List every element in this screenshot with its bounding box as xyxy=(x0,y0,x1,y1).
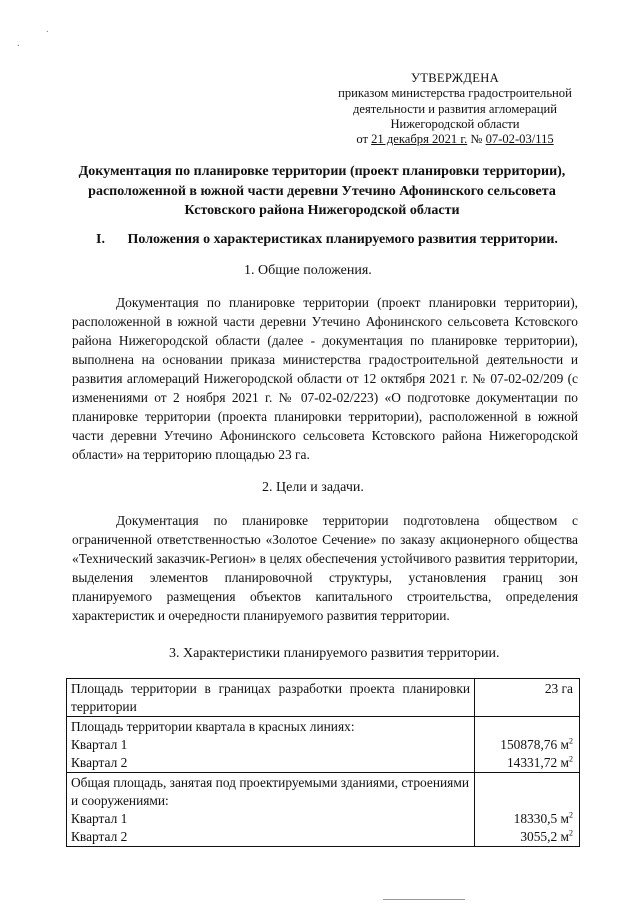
footer-rule xyxy=(383,899,465,900)
subsection-heading: 2. Цели и задачи. xyxy=(262,480,364,495)
approval-line: Нижегородской области xyxy=(390,116,520,131)
approval-line: деятельности и развития агломераций xyxy=(353,101,557,116)
table-row xyxy=(67,717,580,773)
approval-date: 21 декабря 2021 г. xyxy=(371,132,468,147)
subsection-heading: 1. Общие положения. xyxy=(244,263,372,278)
paragraph-goals: Документация по планировке территории подготовлена обществом с ограниченной ответственностью «Золотое Сечение» по заказу акционерного общества «Технический заказчик-Регион» в целях обеспечения устойчивого развития территории, выделения элементов планировочной структуры, установления границ зон планируемого размещения объектов капитального строительства, определения характеристик и очередности планируемого развития территории. xyxy=(72,513,578,623)
row-item-value: 18330,5 $м^2$ xyxy=(513,810,573,826)
table-cell-label xyxy=(67,773,475,847)
row-item-value: 150878,76 $м^2$ xyxy=(500,736,573,752)
subsection-heading: 3. Характеристики планируемого развития территории. xyxy=(169,646,500,661)
approval-line: приказом министерства градостроительной xyxy=(338,86,572,101)
approval-prefix: от xyxy=(356,132,368,147)
row-item-value: 3055,2 $м^2$ xyxy=(520,828,573,844)
approval-title: УТВЕРЖДЕНА xyxy=(410,71,500,85)
scan-speck: . xyxy=(46,24,49,35)
section-heading xyxy=(96,232,596,248)
table-row xyxy=(67,773,580,847)
approval-number-label: № xyxy=(470,132,483,147)
approval-number: 07-02-03/115 xyxy=(485,132,554,147)
row-label: Общая площадь, занятая под проектируемыми зданиями, строениями и сооружениями: xyxy=(71,775,469,808)
scan-speck: . xyxy=(17,38,20,49)
approval-stamp xyxy=(310,71,600,147)
row-label: Площадь территории в границах разработки проекта планировки территории xyxy=(71,681,470,714)
section-title: Положения о характеристиках планируемого развития территории. xyxy=(127,232,558,247)
characteristics-table xyxy=(66,678,580,847)
paragraph-general: Документация по планировке территории (проект планировки территории), расположенной в южной части деревни Утечино Афонинского сельсовета Кстовского района Нижегородской области (далее - документация по планировке территории), выполнена на основании приказа министерства градостроительной деятельности и развития агломераций Нижегородской области от 12 октября 2021 г. № 07-02-02/209 (с изменениями от 2 ноября 2021 г. № 07-02-02/223) «О подготовке документации по планировке территории (проекта планировки территории), расположенной в южной части деревни Утечино Афонинского сельсовета Кстовского района Нижегородской области» на территорию площадью 23 га. xyxy=(72,295,578,462)
row-label: Площадь территории квартала в красных линиях: xyxy=(71,719,355,734)
row-item-name: Квартал 2 xyxy=(71,755,128,770)
row-item-name: Квартал 1 xyxy=(71,737,128,752)
approval-order xyxy=(310,132,600,147)
table-cell-label xyxy=(67,717,475,773)
section-number: I. xyxy=(96,232,105,247)
row-item-value: 14331,72 $м^2$ xyxy=(506,754,573,770)
table-cell-value: 23 га xyxy=(475,679,580,717)
row-item-name: Квартал 2 xyxy=(71,829,128,844)
table-cell-value xyxy=(475,773,580,847)
table-cell-label xyxy=(67,679,475,717)
table-cell-value xyxy=(475,717,580,773)
document-title: Документация по планировке территории (проект планировки территории), расположенной в южной части деревни Утечино Афонинского сельсовета Кстовского района Нижегородской области xyxy=(78,164,566,218)
row-item-name: Квартал 1 xyxy=(71,811,128,826)
table-row xyxy=(67,679,580,717)
